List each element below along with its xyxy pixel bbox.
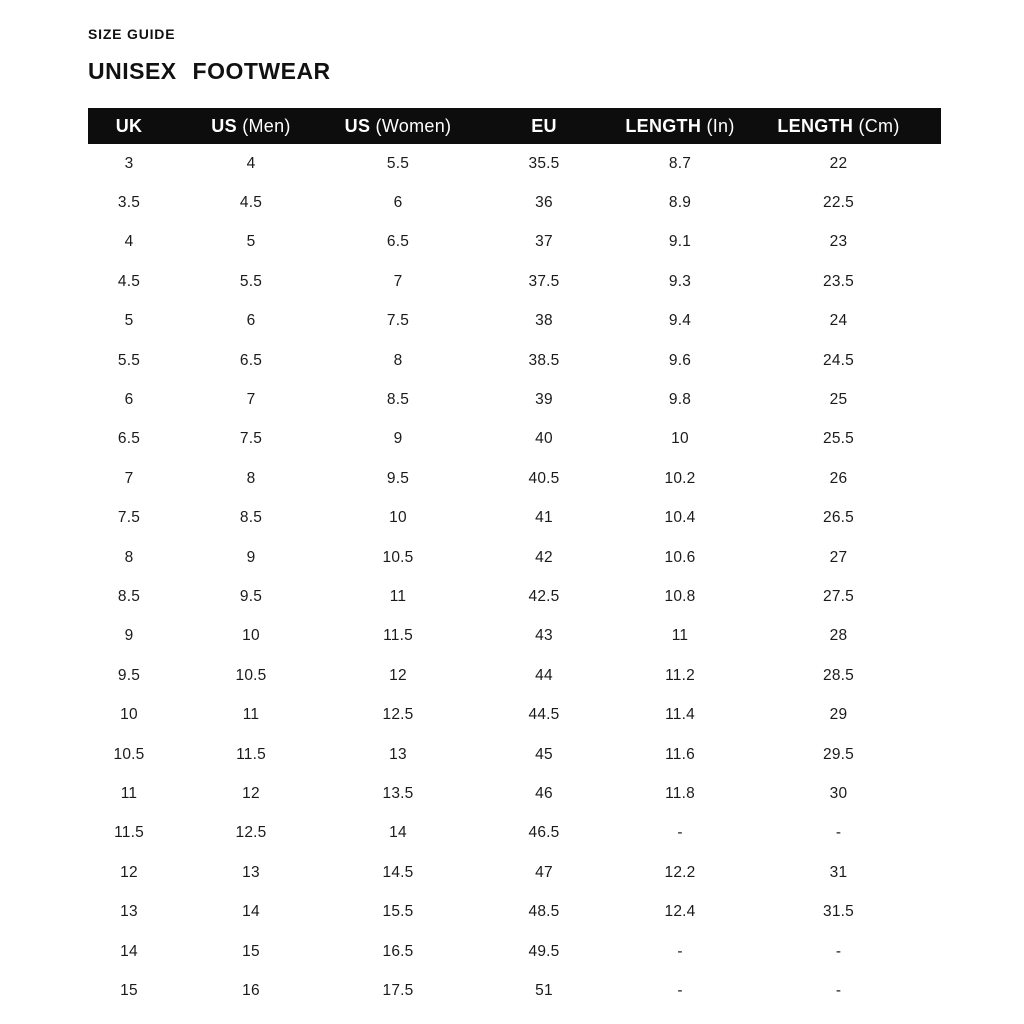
table-row <box>88 144 941 183</box>
size-cell-us-women: 14 <box>389 824 407 842</box>
size-cell-us-men: 4.5 <box>239 194 263 212</box>
size-cell-length-cm: 22 <box>829 154 848 172</box>
size-cell-us-women: 16.5 <box>382 942 414 960</box>
table-row <box>88 971 941 1010</box>
size-cell-us-men: 4 <box>246 154 256 172</box>
size-cell-us-women: 12.5 <box>382 706 414 724</box>
size-table-body <box>88 144 941 1011</box>
size-cell-length-in: 9.3 <box>668 272 692 290</box>
size-cell-length-in: 9.1 <box>668 233 692 251</box>
table-row <box>88 341 941 380</box>
size-cell-length-cm: 25.5 <box>823 430 854 448</box>
column-header-length-in: LENGTH (In) <box>625 115 735 136</box>
size-cell-length-cm: 29.5 <box>823 745 854 763</box>
size-cell-uk: 11 <box>120 784 138 802</box>
table-row <box>88 380 941 419</box>
size-cell-length-cm: 25 <box>829 391 848 409</box>
size-cell-uk: 6 <box>124 391 134 409</box>
size-cell-us-men: 13 <box>242 863 260 881</box>
size-cell-eu: 35.5 <box>528 154 560 172</box>
size-cell-length-cm: 29 <box>829 706 848 724</box>
size-cell-length-cm: 24 <box>829 312 848 330</box>
size-cell-length-in: 9.4 <box>668 312 692 330</box>
size-cell-us-women: 15.5 <box>382 903 414 921</box>
size-cell-us-men: 15 <box>242 942 260 960</box>
size-cell-eu: 44.5 <box>528 706 560 724</box>
size-cell-eu: 36 <box>535 194 553 212</box>
size-cell-length-in: 9.6 <box>668 351 692 369</box>
size-cell-length-cm: 28 <box>829 627 848 645</box>
table-row <box>88 656 941 695</box>
table-row <box>88 853 941 892</box>
size-cell-length-cm: 30 <box>829 784 848 802</box>
size-cell-length-in: 11.2 <box>665 666 695 684</box>
table-row <box>88 499 941 538</box>
size-cell-eu: 43 <box>535 627 553 645</box>
size-cell-eu: 46 <box>535 784 553 802</box>
size-cell-us-women: 17.5 <box>382 981 414 999</box>
size-cell-length-in: 10 <box>671 430 689 448</box>
size-cell-length-in: 10.2 <box>664 469 696 487</box>
page-title: UNISEX FOOTWEAR <box>88 58 331 84</box>
size-cell-uk: 12 <box>120 863 138 881</box>
size-cell-length-in: 9.8 <box>668 391 692 409</box>
table-row <box>88 617 941 656</box>
size-cell-uk: 9 <box>124 627 134 645</box>
size-cell-length-cm: 24.5 <box>823 351 854 369</box>
table-row <box>88 538 941 577</box>
table-row <box>88 183 941 222</box>
size-cell-us-men: 12 <box>242 784 260 802</box>
size-cell-us-men: 10 <box>242 627 260 645</box>
size-cell-length-in: 10.6 <box>664 548 696 566</box>
size-cell-us-women: 13.5 <box>382 784 414 802</box>
size-cell-uk: 10.5 <box>113 745 145 763</box>
column-header-us-women: US (Women) <box>344 115 452 136</box>
column-header-uk: UK <box>115 115 143 136</box>
size-cell-length-in: 11.8 <box>665 784 695 802</box>
size-cell-eu: 38.5 <box>528 351 560 369</box>
size-cell-eu: 37 <box>535 233 553 251</box>
size-cell-length-in: 8.7 <box>668 154 692 172</box>
size-cell-length-in: 11.4 <box>665 706 695 724</box>
size-cell-uk: 11.5 <box>114 824 144 842</box>
size-table <box>88 108 941 1011</box>
size-cell-uk: 7 <box>124 469 134 487</box>
table-row <box>88 459 941 498</box>
size-cell-eu: 37.5 <box>528 272 560 290</box>
size-cell-us-men: 5 <box>246 233 256 251</box>
size-cell-us-women: 6.5 <box>386 233 410 251</box>
table-row <box>88 735 941 774</box>
size-cell-us-women: 8 <box>393 351 403 369</box>
size-cell-eu: 47 <box>535 863 553 881</box>
size-cell-uk: 8.5 <box>117 587 141 605</box>
size-cell-length-cm: - <box>835 942 842 960</box>
size-cell-uk: 5 <box>124 312 134 330</box>
size-cell-eu: 39 <box>535 391 553 409</box>
size-cell-length-cm: - <box>835 824 842 842</box>
size-cell-us-men: 6.5 <box>239 351 263 369</box>
size-cell-length-in: 8.9 <box>668 194 692 212</box>
table-row <box>88 420 941 459</box>
size-cell-eu: 38 <box>535 312 553 330</box>
size-cell-length-cm: 23.5 <box>823 272 854 290</box>
size-cell-length-in: - <box>677 981 683 999</box>
size-cell-us-men: 11.5 <box>236 745 266 763</box>
size-cell-length-cm: - <box>835 981 842 999</box>
size-cell-uk: 13 <box>120 903 138 921</box>
size-cell-uk: 7.5 <box>117 509 141 527</box>
size-cell-us-men: 11 <box>242 706 260 724</box>
size-cell-us-women: 11 <box>389 587 407 605</box>
size-cell-length-cm: 26 <box>829 469 848 487</box>
size-cell-eu: 49.5 <box>528 942 560 960</box>
size-cell-length-in: - <box>677 942 683 960</box>
size-cell-us-women: 10 <box>389 509 407 527</box>
size-cell-uk: 10 <box>120 706 138 724</box>
size-cell-length-cm: 23 <box>829 233 848 251</box>
size-cell-us-men: 7.5 <box>239 430 263 448</box>
column-header-length-cm: LENGTH (Cm) <box>777 115 900 136</box>
size-cell-us-men: 8 <box>246 469 256 487</box>
size-cell-length-cm: 26.5 <box>823 509 854 527</box>
size-cell-uk: 3.5 <box>117 194 141 212</box>
table-row <box>88 892 941 931</box>
size-cell-eu: 51 <box>535 981 553 999</box>
size-cell-us-women: 6 <box>393 194 403 212</box>
size-cell-length-cm: 28.5 <box>823 666 854 684</box>
table-row <box>88 774 941 813</box>
size-cell-us-men: 6 <box>246 312 256 330</box>
size-cell-length-cm: 27.5 <box>823 587 854 605</box>
size-cell-uk: 3 <box>124 154 134 172</box>
size-cell-us-women: 9.5 <box>386 469 410 487</box>
size-cell-us-men: 10.5 <box>235 666 267 684</box>
column-header-us-men: US (Men) <box>211 115 291 136</box>
size-table-head <box>88 108 941 144</box>
size-cell-length-in: 10.4 <box>664 509 696 527</box>
size-cell-length-cm: 22.5 <box>823 194 854 212</box>
size-cell-length-in: 11 <box>671 627 689 645</box>
size-cell-uk: 4.5 <box>117 272 141 290</box>
size-cell-eu: 42.5 <box>528 587 560 605</box>
size-cell-eu: 46.5 <box>528 824 560 842</box>
size-cell-us-women: 7.5 <box>386 312 410 330</box>
table-row <box>88 302 941 341</box>
size-cell-eu: 45 <box>535 745 553 763</box>
size-cell-us-women: 13 <box>389 745 407 763</box>
size-cell-length-in: 12.4 <box>664 903 696 921</box>
size-cell-eu: 40.5 <box>528 469 560 487</box>
size-cell-us-women: 8.5 <box>386 391 410 409</box>
table-row <box>88 223 941 262</box>
size-cell-uk: 9.5 <box>117 666 141 684</box>
size-cell-length-in: - <box>677 824 683 842</box>
size-cell-length-in: 11.6 <box>665 745 695 763</box>
size-cell-eu: 44 <box>535 666 553 684</box>
size-cell-us-women: 14.5 <box>382 863 414 881</box>
table-row <box>88 577 941 616</box>
size-cell-length-in: 12.2 <box>664 863 696 881</box>
size-cell-uk: 6.5 <box>117 430 141 448</box>
size-cell-us-men: 8.5 <box>239 509 263 527</box>
size-cell-us-women: 12 <box>389 666 407 684</box>
size-cell-uk: 15 <box>120 981 138 999</box>
size-cell-us-men: 12.5 <box>235 824 267 842</box>
column-header-eu: EU <box>531 115 557 136</box>
size-cell-us-women: 11.5 <box>383 627 413 645</box>
size-cell-us-men: 5.5 <box>239 272 263 290</box>
size-cell-uk: 5.5 <box>117 351 141 369</box>
size-cell-eu: 42 <box>535 548 553 566</box>
size-cell-us-men: 16 <box>242 981 260 999</box>
size-guide-eyebrow: SIZE GUIDE <box>88 26 176 42</box>
size-cell-us-women: 5.5 <box>386 154 410 172</box>
size-cell-uk: 8 <box>124 548 134 566</box>
size-cell-us-men: 14 <box>242 903 260 921</box>
size-cell-uk: 4 <box>124 233 134 251</box>
size-cell-us-women: 10.5 <box>382 548 414 566</box>
size-cell-eu: 41 <box>535 509 553 527</box>
table-row <box>88 262 941 301</box>
size-cell-us-men: 9.5 <box>239 587 263 605</box>
size-cell-us-men: 9 <box>246 548 256 566</box>
table-row <box>88 695 941 734</box>
size-cell-length-cm: 27 <box>829 548 848 566</box>
size-cell-eu: 48.5 <box>528 903 560 921</box>
table-row <box>88 932 941 971</box>
table-header-row <box>88 108 941 144</box>
size-cell-length-cm: 31.5 <box>823 903 854 921</box>
size-cell-length-in: 10.8 <box>664 587 696 605</box>
size-cell-us-women: 9 <box>393 430 403 448</box>
size-cell-length-cm: 31 <box>829 863 848 881</box>
size-cell-eu: 40 <box>535 430 553 448</box>
size-cell-us-men: 7 <box>246 391 256 409</box>
table-row <box>88 814 941 853</box>
size-cell-uk: 14 <box>120 942 138 960</box>
size-cell-us-women: 7 <box>393 272 403 290</box>
